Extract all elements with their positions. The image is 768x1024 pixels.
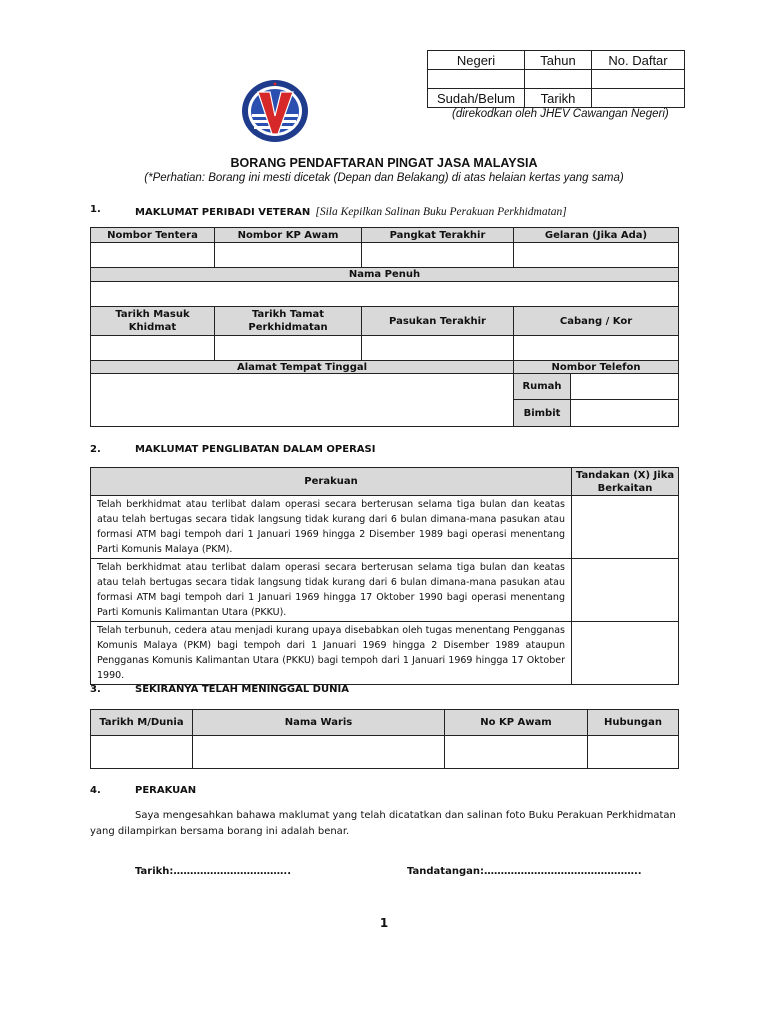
no-daftar-label: No. Daftar bbox=[592, 51, 685, 70]
pangkat-field[interactable] bbox=[362, 243, 514, 268]
bimbit-field[interactable] bbox=[571, 400, 679, 427]
personal-info-table bbox=[90, 227, 679, 427]
section1-note: [Sila Kepilkan Salinan Buku Perakuan Perkhidmatan] bbox=[315, 206, 567, 218]
tarikh-masuk-header: Tarikh Masuk Khidmat bbox=[91, 307, 215, 336]
gelaran-header: Gelaran (Jika Ada) bbox=[514, 228, 679, 243]
gelaran-field[interactable] bbox=[514, 243, 679, 268]
nombor-kp-header: Nombor KP Awam bbox=[215, 228, 362, 243]
tarikh-mdunia-field[interactable] bbox=[91, 736, 193, 769]
pasukan-field[interactable] bbox=[362, 336, 514, 361]
veteran-emblem-icon bbox=[240, 78, 310, 144]
form-title: BORANG PENDAFTARAN PINGAT JASA MALAYSIA bbox=[230, 156, 538, 170]
tarikh-tamat-field[interactable] bbox=[215, 336, 362, 361]
reference-note: (direkodkan oleh JHEV Cawangan Negeri) bbox=[452, 108, 669, 120]
nama-penuh-field[interactable] bbox=[91, 282, 679, 307]
declaration-statement: Saya mengesahkan bahawa maklumat yang telah dicatatkan dan salinan foto Buku Perakuan Perkhidmatan yang dilampirkan bersama borang ini adalah benar. bbox=[90, 810, 676, 837]
tarikh-field[interactable] bbox=[592, 89, 685, 108]
cabang-field[interactable] bbox=[514, 336, 679, 361]
no-daftar-field[interactable] bbox=[592, 70, 685, 89]
pangkat-header: Pangkat Terakhir bbox=[362, 228, 514, 243]
perakuan-header: Perakuan bbox=[91, 468, 572, 496]
section3-number: 3. bbox=[90, 684, 101, 695]
rumah-label: Rumah bbox=[514, 374, 571, 400]
negeri-label: Negeri bbox=[428, 51, 525, 70]
section1-title: MAKLUMAT PERIBADI VETERAN bbox=[135, 207, 311, 218]
section3-title: SEKIRANYA TELAH MENINGGAL DUNIA bbox=[135, 684, 349, 695]
operations-table bbox=[90, 467, 679, 685]
section2-title: MAKLUMAT PENGLIBATAN DALAM OPERASI bbox=[135, 444, 376, 455]
hubungan-header: Hubungan bbox=[588, 710, 679, 736]
tandatangan-signature-line[interactable]: Tandatangan:……………………………………….. bbox=[407, 866, 642, 877]
form-subtitle: (*Perhatian: Borang ini mesti dicetak (Depan dan Belakang) di atas helaian kertas yang sama) bbox=[144, 172, 624, 184]
section4-title: PERAKUAN bbox=[135, 785, 197, 796]
hubungan-field[interactable] bbox=[588, 736, 679, 769]
nama-waris-field[interactable] bbox=[193, 736, 445, 769]
section1-number: 1. bbox=[90, 204, 101, 215]
alamat-field[interactable] bbox=[91, 374, 514, 427]
rumah-field[interactable] bbox=[571, 374, 679, 400]
tarikh-mdunia-header: Tarikh M/Dunia bbox=[91, 710, 193, 736]
nombor-tentera-field[interactable] bbox=[91, 243, 215, 268]
deceased-table bbox=[90, 709, 679, 769]
tahun-label: Tahun bbox=[525, 51, 592, 70]
cabang-header: Cabang / Kor bbox=[514, 307, 679, 336]
pasukan-header: Pasukan Terakhir bbox=[362, 307, 514, 336]
tick-box-pkku[interactable] bbox=[572, 559, 679, 622]
operation-row-pkm: Telah berkhidmat atau terlibat dalam operasi secara berterusan selama tiga bulan dan keatas atau telah bertugas secara tidak langsung tidak kurang dari 6 bulan dimana-mana pasukan atau formasi ATM bagi tempoh dari 1 Januari 1969 hingga 2 Disember 1989 bagi operasi menentang Parti Komunis Malaya (PKM). bbox=[91, 496, 572, 559]
tick-box-casualty[interactable] bbox=[572, 622, 679, 685]
section1-heading bbox=[135, 200, 567, 219]
no-kp-awam-field[interactable] bbox=[445, 736, 588, 769]
nama-waris-header: Nama Waris bbox=[193, 710, 445, 736]
no-kp-awam-header: No KP Awam bbox=[445, 710, 588, 736]
bimbit-label: Bimbit bbox=[514, 400, 571, 427]
telefon-header: Nombor Telefon bbox=[514, 361, 679, 374]
section4-number: 4. bbox=[90, 785, 101, 796]
tick-box-pkm[interactable] bbox=[572, 496, 679, 559]
page-number: 1 bbox=[379, 916, 389, 930]
nama-penuh-header: Nama Penuh bbox=[91, 268, 679, 282]
reference-box bbox=[427, 50, 685, 108]
tandakan-header: Tandakan (X) Jika Berkaitan bbox=[572, 468, 679, 496]
tahun-field[interactable] bbox=[525, 70, 592, 89]
nombor-tentera-header: Nombor Tentera bbox=[91, 228, 215, 243]
operation-row-pkku: Telah berkhidmat atau terlibat dalam operasi secara berterusan selama tiga bulan dan keatas atau telah bertugas secara tidak langsung tidak kurang dari 6 bulan dimana-mana pasukan atau formasi ATM bagi tempoh dari 1 Januari 1969 hingga 17 Oktober 1990 bagi operasi menentang Parti Komunis Kalimantan Utara (PKKU). bbox=[91, 559, 572, 622]
negeri-field[interactable] bbox=[428, 70, 525, 89]
alamat-header: Alamat Tempat Tinggal bbox=[91, 361, 514, 374]
nombor-kp-field[interactable] bbox=[215, 243, 362, 268]
operation-row-casualty: Telah terbunuh, cedera atau menjadi kurang upaya disebabkan oleh tugas menentang Pengganas Komunis Malaya (PKM) bagi tempoh dari 1 Januari 1969 hingga 2 Disember 1989 ataupun Pengganas Komunis Kalimantan Utara (PKKU) bagi tempoh dari 1 Januari 1969 hingga 17 Oktober 1990. bbox=[91, 622, 572, 685]
tarikh-label: Tarikh bbox=[525, 89, 592, 108]
tarikh-signature-line[interactable]: Tarikh:…………………………….. bbox=[135, 866, 292, 877]
sudah-belum-label: Sudah/Belum bbox=[428, 89, 525, 108]
tarikh-tamat-header: Tarikh Tamat Perkhidmatan bbox=[215, 307, 362, 336]
section2-number: 2. bbox=[90, 444, 101, 455]
tarikh-masuk-field[interactable] bbox=[91, 336, 215, 361]
